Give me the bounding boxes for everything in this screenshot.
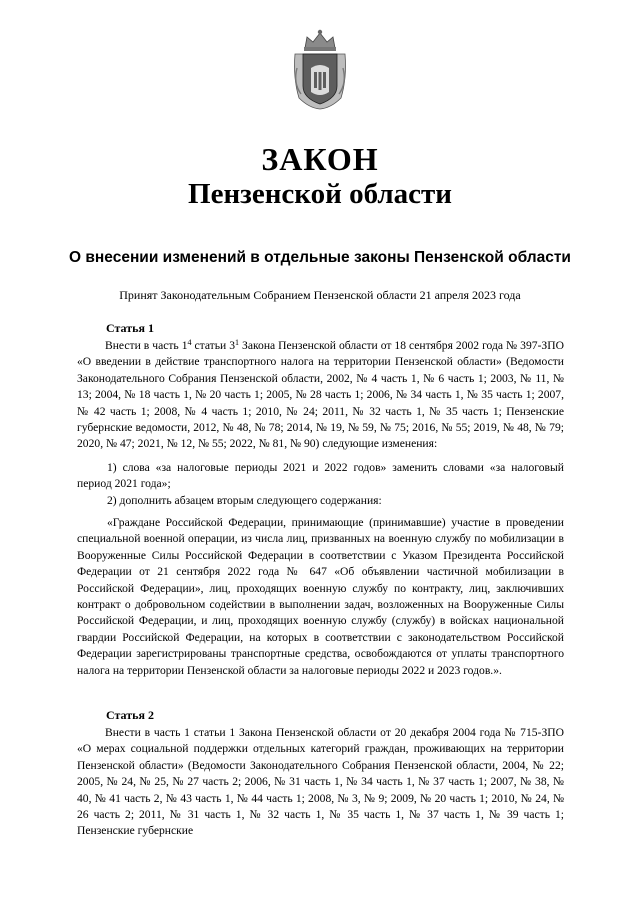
article-1-item-2: 2) дополнить абзацем вторым следующего содержания:: [107, 494, 382, 507]
coat-of-arms-icon: [289, 28, 351, 110]
article-1-intro-a: Внести в часть 1: [105, 339, 188, 352]
law-title: ЗАКОН: [261, 141, 379, 177]
article-1-intro-b: статьи 3: [191, 339, 236, 352]
article-1-title: Статья 1: [106, 321, 154, 335]
article-2-intro: Внести в часть 1 статьи 1 Закона Пензенской области от 20 декабря 2004 года № 715-ЗПО «О мерах социальной поддержки отдельных категорий граждан, проживающих на территории Пензенской области» (Ведомости Законодательного Собрания Пензенской области, 2004, № 22; 2005, № 24, № 25, № 27 часть 2; 2006, № 31 часть 1, № 34 часть 1, № 37 часть 1; 2007, № 38, № 40, № 41 часть 2, № 43 часть 1, № 44 часть 1; 2008, № 3, № 9; 2009, № 20 часть 1; 2010, № 24, № 26 часть 2; 2011, № 31 часть 1, № 32 часть 1, № 35 часть 1, № 37 часть 1, № 39 часть 1; Пензенские губернские: [77, 726, 564, 838]
article-1-item-1: 1) слова «за налоговые периоды 2021 и 2022 годов» заменить словами «за налоговый период 2021 года»;: [77, 461, 564, 491]
article-2-title: Статья 2: [106, 708, 154, 722]
article-1-intro-c: Закона Пензенской области от 18 сентября 2002 года № 397-ЗПО «О введении в действие транспортного налога на территории Пензенской области» (Ведомости Законодательного Собрания Пензенской области, 2002, № 4 часть 1, № 6 часть 1; 2003, № 11, № 13; 2004, № 18 часть 1, № 20 часть 1; 2005, № 28 часть 1; 2006, № 34 часть 1, № 35 часть 1; 2007, № 42 часть 1; 2008, № 4 часть 1; 2010, № 24; 2011, № 32 часть 1, № 35 часть 1; Пензенские губернские ведомости, 2012, № 48, № 78; 2014, № 19, № 59, № 75; 2016, № 55; 2019, № 48, № 79; 2020, № 47; 2021, № 12, № 55; 2022, № 81, № 90) следующие изменения:: [77, 339, 564, 451]
document-heading: О внесении изменений в отдельные законы Пензенской области: [69, 249, 571, 266]
article-1-sup-1: 4: [187, 338, 192, 347]
coat-of-arms-emblem: [289, 28, 351, 110]
region-title: Пензенской области: [188, 178, 452, 210]
article-1-quote: «Граждане Российской Федерации, принимающие (принимавшие) участие в проведении специальной военной операции, из числа лиц, призванных на военную службу по мобилизации в Вооруженные Силы Российской Федерации в соответствии с Указом Президента Российской Федерации от 21 сентября 2022 года № 647 «Об объявлении частичной мобилизации в Российской Федерации», лиц, проходящих военную службу по контракту, лиц, заключивших контракт о добровольном содействии в выполнении задач, возложенных на Вооруженные Силы Российской Федерации, и лиц, проходящих военную службу (службу) в войсках национальной гвардии Российской Федерации, на которых в соответствии с законодательством Российской Федерации зарегистрированы транспортные средства, освобождаются от уплаты транспортного налога на территории Пензенской области за налоговые периоды 2022 и 2023 годов.».: [77, 516, 564, 677]
article-1-intro: [77, 338, 564, 453]
adopted-line: Принят Законодательным Собранием Пензенской области 21 апреля 2023 года: [119, 288, 521, 302]
article-1-sup-2: 1: [235, 338, 240, 347]
